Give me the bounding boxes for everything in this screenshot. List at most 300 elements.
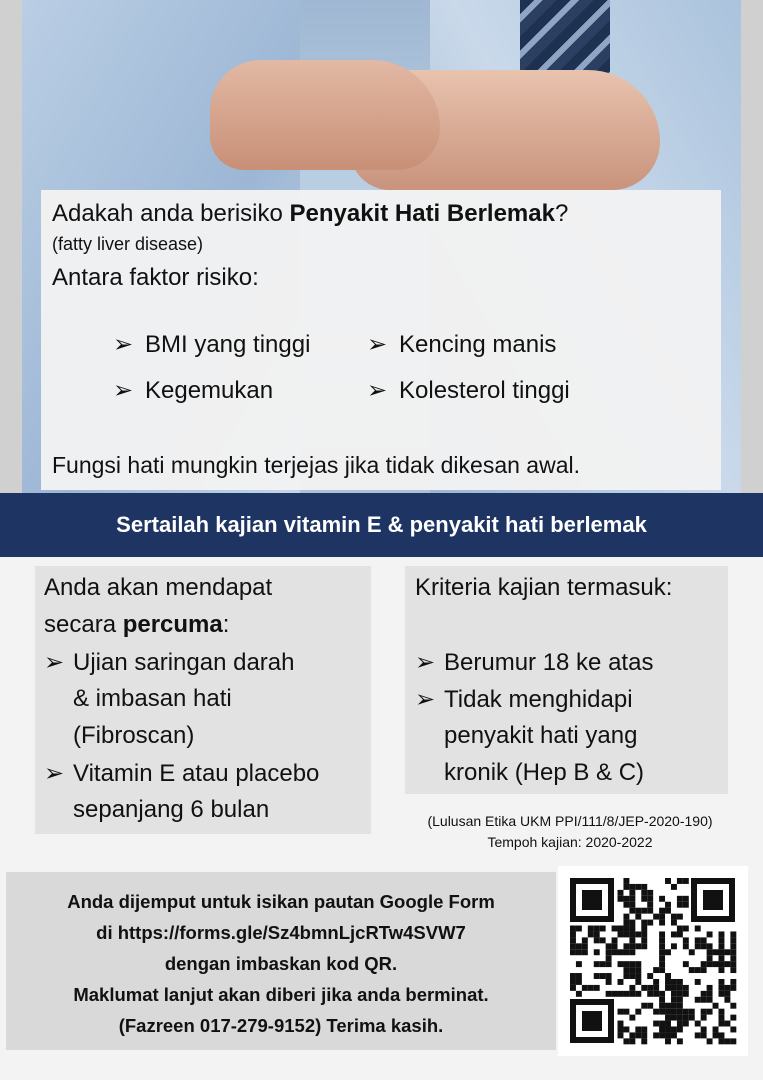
invite-box	[6, 872, 556, 1050]
qr-module	[671, 979, 677, 985]
qr-module	[719, 1021, 725, 1027]
qr-module	[689, 1009, 695, 1015]
qr-module	[629, 991, 635, 997]
qr-module	[707, 931, 713, 937]
benefit-item-text: sepanjang 6 bulan	[73, 796, 270, 823]
qr-module	[677, 1021, 683, 1027]
qr-module	[701, 1027, 707, 1033]
criteria-item	[415, 685, 633, 714]
qr-module	[665, 1027, 671, 1033]
qr-module	[719, 1009, 725, 1015]
qr-module	[724, 985, 730, 991]
qr-module	[623, 991, 629, 997]
qr-module	[665, 908, 671, 914]
qr-module	[606, 955, 612, 961]
qr-module	[629, 949, 635, 955]
qr-module	[719, 991, 725, 997]
criteria-item-text: Tidak menghidapi	[444, 686, 633, 713]
qr-module	[719, 1032, 725, 1038]
qr-module	[730, 979, 736, 985]
qr-module	[629, 1032, 635, 1038]
qr-module	[623, 914, 629, 920]
qr-module	[600, 973, 606, 979]
qr-module	[623, 896, 629, 902]
qr-module	[719, 979, 725, 985]
invite-text	[6, 886, 556, 1041]
qr-module	[677, 931, 683, 937]
qr-module	[623, 1027, 629, 1033]
qr-module	[629, 920, 635, 926]
qr-module	[701, 967, 707, 973]
qr-module	[719, 937, 725, 943]
invite-link-line[interactable]: di https://forms.gle/Sz4bmnLjcRTw4SVW7	[96, 922, 466, 943]
qr-module	[618, 931, 624, 937]
qr-module	[659, 1032, 665, 1038]
study-banner: Sertailah kajian vitamin E & penyakit hati berlemak	[0, 493, 763, 557]
qr-module	[641, 1027, 647, 1033]
qr-module	[594, 949, 600, 955]
qr-module	[683, 1009, 689, 1015]
risk-question-mark: ?	[554, 200, 569, 227]
qr-module	[641, 1003, 647, 1009]
qr-module	[647, 920, 653, 926]
qr-module	[671, 1009, 677, 1015]
benefit-item	[44, 648, 294, 677]
invite-line: dengan imbaskan kod QR.	[164, 953, 398, 974]
qr-module	[606, 943, 612, 949]
qr-module	[659, 997, 665, 1003]
qr-module	[647, 991, 653, 997]
qr-module	[671, 943, 677, 949]
qr-module	[659, 931, 665, 937]
qr-module	[641, 937, 647, 943]
hand-left	[210, 60, 440, 170]
qr-module	[730, 1015, 736, 1021]
qr-module	[665, 973, 671, 979]
qr-module	[618, 1032, 624, 1038]
qr-module	[647, 985, 653, 991]
qr-module	[677, 902, 683, 908]
ethics-note	[380, 811, 760, 853]
qr-module	[671, 985, 677, 991]
qr-module	[701, 961, 707, 967]
qr-module	[600, 937, 606, 943]
qr-module	[612, 937, 618, 943]
qr-module	[641, 908, 647, 914]
qr-module	[701, 991, 707, 997]
qr-module	[576, 926, 582, 932]
qr-module	[683, 1015, 689, 1021]
qr-module	[707, 1038, 713, 1044]
qr-module	[671, 991, 677, 997]
qr-module	[570, 931, 576, 937]
qr-module	[683, 926, 689, 932]
arrow-bullet-icon: ➢	[44, 760, 65, 787]
qr-module	[641, 1032, 647, 1038]
qr-module	[683, 902, 689, 908]
qr-module	[635, 1009, 641, 1015]
qr-module	[588, 985, 594, 991]
qr-module	[665, 1021, 671, 1027]
benefit-item-text: (Fibroscan)	[73, 722, 195, 749]
qr-module	[719, 949, 725, 955]
qr-module	[635, 973, 641, 979]
benefits-line: Anda akan mendapat	[44, 574, 273, 601]
criteria-box	[405, 566, 728, 794]
qr-module	[677, 914, 683, 920]
qr-module	[629, 926, 635, 932]
qr-module	[665, 902, 671, 908]
qr-module	[653, 985, 659, 991]
risk-subtitle: (fatty liver disease)	[52, 234, 204, 254]
risk-factor-item	[367, 376, 570, 405]
qr-module	[653, 991, 659, 997]
qr-module	[594, 937, 600, 943]
qr-module	[719, 985, 725, 991]
qr-module	[724, 961, 730, 967]
qr-module	[659, 1009, 665, 1015]
qr-module	[629, 967, 635, 973]
qr-module	[730, 931, 736, 937]
qr-module	[659, 991, 665, 997]
criteria-heading: Kriteria kajian termasuk:	[415, 574, 673, 601]
qr-module	[659, 914, 665, 920]
qr-module	[600, 961, 606, 967]
qr-module	[683, 991, 689, 997]
qr-module	[713, 1027, 719, 1033]
qr-module	[659, 961, 665, 967]
qr-module	[683, 1021, 689, 1027]
qr-module	[623, 884, 629, 890]
qr-module	[683, 896, 689, 902]
benefits-line	[44, 611, 229, 639]
qr-module	[623, 1009, 629, 1015]
photo-edge-right	[741, 0, 763, 500]
benefits-colon: :	[222, 611, 230, 638]
qr-module	[629, 1015, 635, 1021]
invite-line: Anda dijemput untuk isikan pautan Google Form	[67, 891, 495, 912]
qr-module	[647, 1003, 653, 1009]
qr-module	[623, 949, 629, 955]
qr-module	[707, 985, 713, 991]
criteria-item-text: penyakit hati yang	[444, 722, 638, 749]
qr-module	[659, 949, 665, 955]
qr-module	[730, 967, 736, 973]
qr-module	[730, 949, 736, 955]
qr-code-icon	[558, 866, 748, 1056]
qr-module	[618, 1021, 624, 1027]
qr-module	[641, 896, 647, 902]
qr-module	[671, 1027, 677, 1033]
qr-module	[629, 896, 635, 902]
qr-module	[641, 931, 647, 937]
qr-module	[695, 997, 701, 1003]
qr-module	[701, 937, 707, 943]
qr-module	[623, 878, 629, 884]
qr-module	[730, 961, 736, 967]
qr-module	[695, 1021, 701, 1027]
qr-module	[647, 902, 653, 908]
qr-module	[570, 937, 576, 943]
criteria-item	[415, 648, 653, 677]
qr-module	[659, 955, 665, 961]
qr-module	[724, 997, 730, 1003]
qr-module	[665, 1015, 671, 1021]
qr-module	[653, 1009, 659, 1015]
benefit-item-text: Vitamin E atau placebo	[73, 760, 320, 787]
arrow-bullet-icon: ➢	[415, 686, 436, 713]
qr-module	[623, 902, 629, 908]
qr-module	[695, 967, 701, 973]
benefits-text: secara	[44, 611, 123, 638]
qr-module	[635, 1027, 641, 1033]
qr-module	[594, 985, 600, 991]
qr-module	[570, 949, 576, 955]
qr-module	[724, 1021, 730, 1027]
qr-module	[629, 961, 635, 967]
qr-module	[641, 890, 647, 896]
risk-factor-item	[113, 330, 310, 359]
qr-module	[629, 973, 635, 979]
qr-module	[677, 1015, 683, 1021]
qr-module	[689, 949, 695, 955]
arrow-bullet-icon: ➢	[113, 331, 134, 358]
qr-module	[623, 931, 629, 937]
qr-module	[618, 896, 624, 902]
qr-module	[659, 1021, 665, 1027]
qr-module	[576, 991, 582, 997]
qr-module	[629, 884, 635, 890]
qr-module	[653, 914, 659, 920]
qr-module	[730, 1003, 736, 1009]
risk-factor-label: Kegemukan	[145, 377, 274, 404]
qr-module	[618, 979, 624, 985]
qr-module	[618, 890, 624, 896]
qr-module	[635, 914, 641, 920]
qr-module	[618, 926, 624, 932]
qr-module	[689, 967, 695, 973]
qr-module	[701, 997, 707, 1003]
qr-module	[713, 1032, 719, 1038]
qr-module	[665, 979, 671, 985]
qr-module	[606, 991, 612, 997]
qr-module	[647, 973, 653, 979]
qr-module	[719, 955, 725, 961]
qr-module	[707, 997, 713, 1003]
qr-module	[635, 884, 641, 890]
qr-module	[671, 997, 677, 1003]
qr-module	[576, 949, 582, 955]
qr-module	[683, 937, 689, 943]
qr-module	[618, 991, 624, 997]
qr-module	[683, 943, 689, 949]
qr-module	[701, 1015, 707, 1021]
qr-module	[635, 908, 641, 914]
qr-module	[707, 955, 713, 961]
qr-module	[618, 1009, 624, 1015]
qr-module	[623, 943, 629, 949]
qr-module	[594, 973, 600, 979]
qr-module	[618, 1027, 624, 1033]
qr-module	[606, 979, 612, 985]
qr-module	[713, 961, 719, 967]
qr-module	[671, 884, 677, 890]
qr-module	[570, 979, 576, 985]
qr-module	[730, 955, 736, 961]
qr-module	[618, 961, 624, 967]
risk-factor-label: Kencing manis	[399, 331, 557, 358]
qr-module	[677, 979, 683, 985]
qr-module	[719, 943, 725, 949]
qr-module	[594, 961, 600, 967]
qr-module	[671, 931, 677, 937]
qr-module	[635, 931, 641, 937]
qr-module	[653, 1021, 659, 1027]
qr-module	[677, 926, 683, 932]
qr-module	[629, 908, 635, 914]
qr-module	[653, 979, 659, 985]
qr-module	[695, 937, 701, 943]
qr-module	[635, 991, 641, 997]
qr-module	[659, 1027, 665, 1033]
qr-module	[600, 926, 606, 932]
qr-module	[665, 985, 671, 991]
qr-module	[683, 961, 689, 967]
photo-edge-left	[0, 0, 22, 500]
qr-module	[707, 949, 713, 955]
qr-module	[671, 1015, 677, 1021]
qr-module	[641, 1038, 647, 1044]
qr-module	[724, 1038, 730, 1044]
arrow-bullet-icon: ➢	[367, 331, 388, 358]
qr-module	[677, 1009, 683, 1015]
arrow-bullet-icon: ➢	[415, 649, 436, 676]
qr-module	[677, 1003, 683, 1009]
qr-module	[707, 961, 713, 967]
qr-module	[582, 985, 588, 991]
risk-factor-label: Kolesterol tinggi	[399, 377, 570, 404]
qr-module	[701, 1009, 707, 1015]
qr-module	[570, 973, 576, 979]
qr-module	[730, 937, 736, 943]
criteria-item-text: Berumur 18 ke atas	[444, 649, 654, 676]
qr-module	[582, 943, 588, 949]
qr-module	[719, 967, 725, 973]
risk-question-text: Adakah anda berisiko	[52, 200, 290, 227]
qr-module	[719, 931, 725, 937]
qr-module	[576, 961, 582, 967]
qr-module	[659, 1003, 665, 1009]
qr-module	[671, 1032, 677, 1038]
qr-module	[594, 926, 600, 932]
qr-module	[635, 1032, 641, 1038]
qr-module	[665, 1009, 671, 1015]
qr-module	[713, 1003, 719, 1009]
qr-module	[582, 949, 588, 955]
qr-module	[671, 1003, 677, 1009]
qr-module	[635, 967, 641, 973]
risk-factor-item	[367, 330, 556, 359]
qr-module	[730, 1027, 736, 1033]
qr-module	[730, 1038, 736, 1044]
qr-module	[629, 943, 635, 949]
qr-module	[594, 931, 600, 937]
qr-module	[677, 878, 683, 884]
qr-module	[695, 926, 701, 932]
benefit-item	[44, 759, 319, 788]
ethics-approval: (Lulusan Etika UKM PPI/111/8/JEP-2020-190)	[427, 813, 713, 829]
qr-module	[671, 920, 677, 926]
qr-module	[623, 1038, 629, 1044]
qr-module	[629, 902, 635, 908]
qr-module	[606, 961, 612, 967]
risk-factor-item	[113, 376, 273, 405]
qr-module	[677, 997, 683, 1003]
qr-module	[606, 949, 612, 955]
invite-contact-line: (Fazreen 017-279-9152) Terima kasih.	[118, 1015, 444, 1036]
qr-module	[623, 973, 629, 979]
qr-module	[683, 878, 689, 884]
qr-module	[707, 943, 713, 949]
qr-module	[635, 943, 641, 949]
qr-module	[612, 991, 618, 997]
qr-module	[641, 985, 647, 991]
qr-module	[612, 949, 618, 955]
qr-module	[623, 920, 629, 926]
qr-module	[612, 926, 618, 932]
qr-module	[701, 943, 707, 949]
risk-question	[52, 200, 568, 228]
qr-code[interactable]	[558, 866, 748, 1056]
qr-module	[635, 961, 641, 967]
qr-module	[647, 890, 653, 896]
criteria-item-text: kronik (Hep B & C)	[444, 759, 645, 786]
qr-module	[724, 949, 730, 955]
qr-module	[635, 979, 641, 985]
qr-module	[677, 896, 683, 902]
benefits-bold: percuma	[122, 611, 223, 638]
qr-module	[612, 943, 618, 949]
qr-module	[647, 908, 653, 914]
benefit-item-text: & imbasan hati	[73, 685, 232, 712]
qr-module	[665, 1003, 671, 1009]
benefit-item-text: Ujian saringan darah	[73, 649, 295, 676]
qr-module	[707, 1009, 713, 1015]
risk-question-bold: Penyakit Hati Berlemak	[289, 200, 555, 227]
qr-module	[606, 973, 612, 979]
qr-module	[701, 1032, 707, 1038]
qr-module	[665, 878, 671, 884]
qr-module	[623, 967, 629, 973]
qr-module	[719, 1038, 725, 1044]
qr-module	[695, 979, 701, 985]
qr-module	[576, 973, 582, 979]
arrow-bullet-icon: ➢	[44, 649, 65, 676]
invite-line: Maklumat lanjut akan diberi jika anda berminat.	[73, 984, 489, 1005]
qr-module	[659, 943, 665, 949]
qr-module	[659, 896, 665, 902]
benefits-box	[35, 566, 371, 834]
risk-factor-label: BMI yang tinggi	[145, 331, 311, 358]
qr-module	[730, 943, 736, 949]
qr-module	[659, 967, 665, 973]
qr-module	[677, 1027, 683, 1033]
qr-module	[641, 920, 647, 926]
qr-module	[707, 991, 713, 997]
qr-module	[677, 991, 683, 997]
qr-module	[695, 943, 701, 949]
risk-factors-heading: Antara faktor risiko:	[52, 264, 259, 291]
